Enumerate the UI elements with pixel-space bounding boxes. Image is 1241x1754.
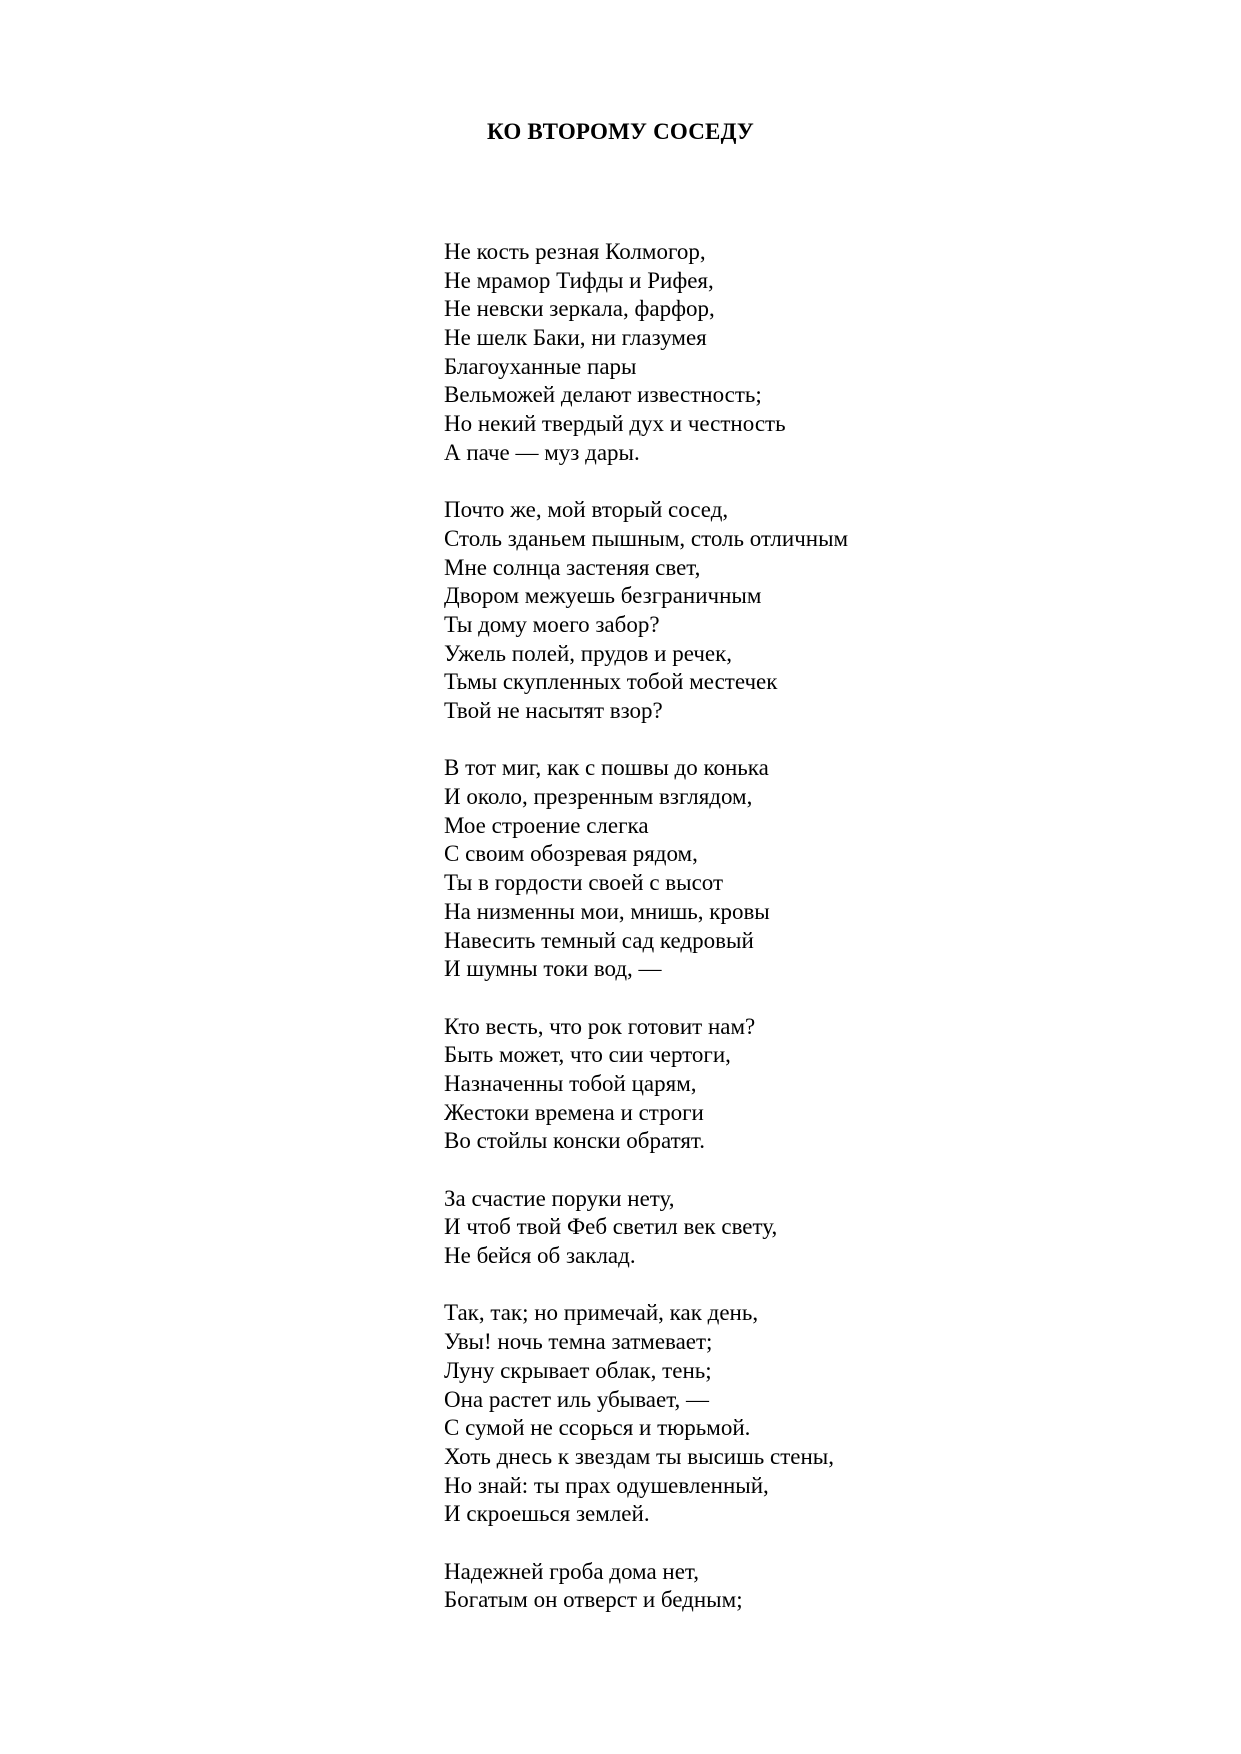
poem-line: Луну скрывает облак, тень; — [444, 1357, 712, 1383]
poem-line: Во стойлы конски обратят. — [444, 1128, 706, 1154]
poem-line: С сумой не ссорься и тюрьмой. — [444, 1415, 751, 1441]
poem-line: На низменны мои, мнишь, кровы — [444, 898, 770, 924]
stanza-5 — [444, 1185, 1144, 1271]
poem-line: Не бейся об заклад. — [444, 1243, 636, 1269]
poem-line: С своим обозревая рядом, — [444, 841, 698, 867]
poem-line: Кто весть, что рок готовит нам? — [444, 1013, 756, 1039]
poem-line: За счастие поруки нету, — [444, 1185, 675, 1211]
poem-line: Но некий твердый дух и честность — [444, 411, 786, 437]
stanza-6 — [444, 1299, 1144, 1529]
poem-line: Твой не насытят взор? — [444, 698, 663, 723]
poem-line: Благоуханные пары — [444, 353, 637, 379]
poem-line: Но знай: ты прах одушевленный, — [444, 1472, 769, 1498]
poem-line: Мое строение слегка — [444, 812, 649, 838]
poem-line: Так, так; но примечай, как день, — [444, 1300, 759, 1326]
poem-body — [444, 238, 1144, 1615]
poem-line: Двором межуешь безграничным — [444, 583, 762, 609]
poem-line: Вельможей делают известность; — [444, 382, 762, 408]
poem-line: Богатым он отверст и бедным; — [444, 1587, 743, 1613]
poem-line: И около, презренным взглядом, — [444, 784, 753, 810]
poem-line: Мне солнца застеняя свет, — [444, 554, 701, 580]
poem-line: Не кость резная Колмогор, — [444, 239, 706, 264]
poem-line: Она растет иль убывает, — — [444, 1386, 710, 1412]
poem-line: Не шелк Баки, ни глазумея — [444, 325, 707, 351]
poem-line: А паче — муз дары. — [444, 439, 640, 465]
page-title: КО ВТОРОМУ СОСЕДУ — [487, 119, 754, 144]
poem-line: Увы! ночь темна затмевает; — [444, 1329, 713, 1355]
poem-line: Почто же, мой вторый сосед, — [444, 497, 729, 523]
poem-line: Не невски зеркала, фарфор, — [444, 296, 715, 322]
poem-line: И чтоб твой Феб светил век свету, — [444, 1214, 778, 1240]
poem-line: Ужель полей, прудов и речек, — [444, 640, 733, 666]
stanza-2 — [444, 496, 1144, 726]
stanza-4 — [444, 1013, 1144, 1156]
stanza-7 — [444, 1558, 1144, 1615]
poem-line: Тьмы скупленных тобой местечек — [444, 669, 778, 695]
poem-line: Назначенны тобой царям, — [444, 1070, 697, 1096]
poem-line: Хоть днесь к звездам ты высишь стены, — [444, 1443, 835, 1469]
poem-line: Ты в гордости своей с высот — [444, 870, 724, 896]
stanza-3 — [444, 754, 1144, 984]
poem-line: И скроешься землей. — [444, 1501, 650, 1527]
poem-line: Жестоки времена и строги — [444, 1099, 704, 1125]
poem-line: Навесить темный сад кедровый — [444, 927, 754, 953]
poem-line: Надежней гроба дома нет, — [444, 1558, 699, 1584]
poem-line: Столь зданьем пышным, столь отличным — [444, 525, 849, 551]
poem-line: Быть может, что сии чертоги, — [444, 1042, 731, 1068]
poem-line: Не мрамор Тифды и Рифея, — [444, 267, 714, 293]
stanza-1 — [444, 238, 1144, 468]
poem-line: Ты дому моего забор? — [444, 611, 660, 637]
poem-line: В тот миг, как с пошвы до конька — [444, 755, 769, 781]
poem-line: И шумны токи вод, — — [444, 956, 662, 982]
